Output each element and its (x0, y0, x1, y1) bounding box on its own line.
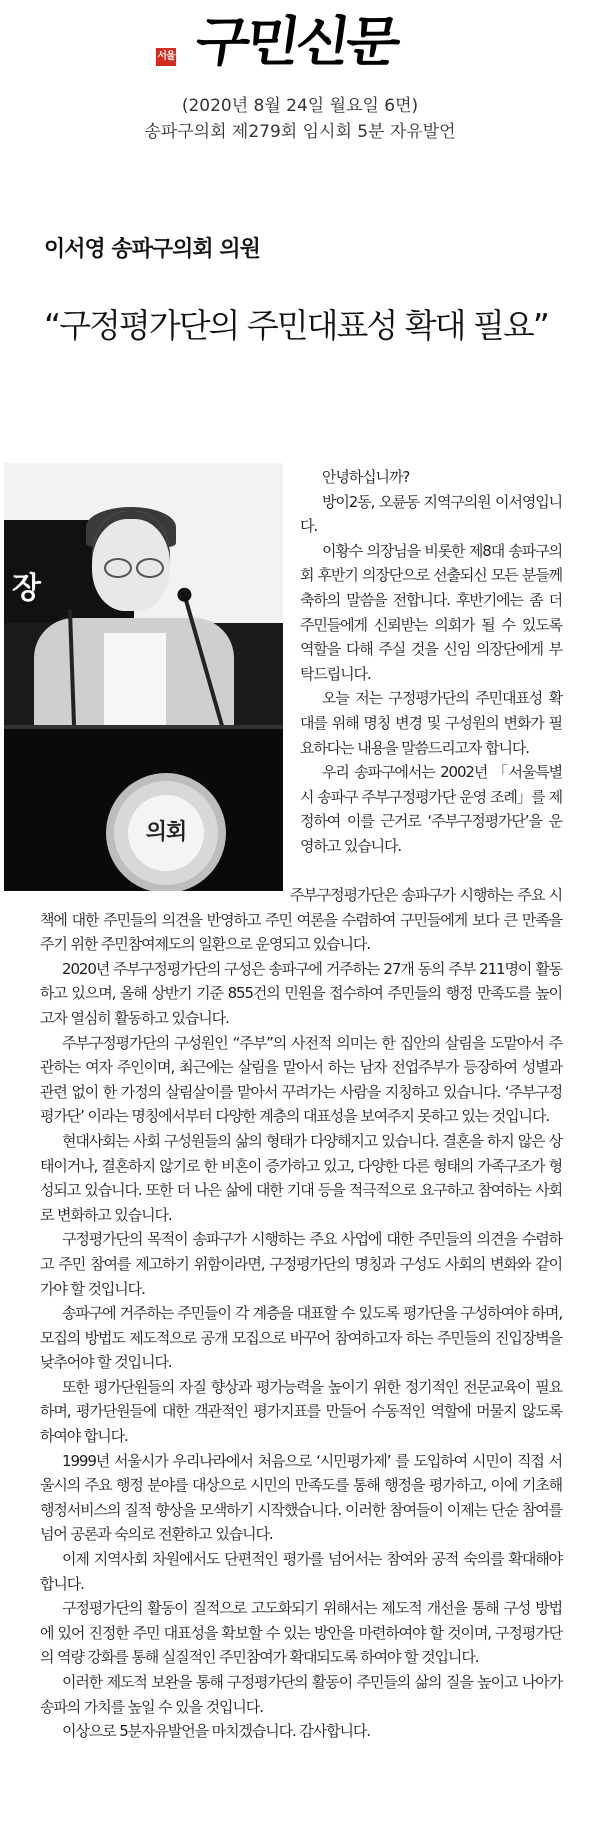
council-emblem (114, 781, 218, 885)
paragraph: 이상으로 5분자유발언을 마치겠습니다. 감사합니다. (62, 1722, 370, 1741)
paragraph: 주부구정평가단은 송파구가 시행하는 주요 시책에 대한 주민들의 의견을 반영하고 주민 여론을 수렴하여 구민들에게 보다 큰 만족을 주기 위한 주민참여제도의 일환으로 운영되고 있습니다. (40, 886, 562, 954)
paragraph: 안녕하십니까? (322, 468, 410, 486)
paragraph: 2020년 주부구정평가단의 구성은 송파구에 거주하는 27개 동의 주부 211명이 활동하고 있으며, 올해 상반기 기준 855건의 민원을 접수하여 주민들의 행정 만족도를 높이고자 열심히 활동하고 있습니다. (40, 959, 562, 1027)
paragraph: 구정평가단의 활동이 질적으로 고도화되기 위해서는 제도적 개선을 통해 구성 방법에 있어 진정한 주민 대표성을 확보할 수 있는 방안을 마련하여야 할 것이며, 구정평가단의 역량 강화를 통해 실질적인 주민참여가 확대되도록 하여야 할 것입니다. (40, 1599, 562, 1667)
paragraph: 구정평가단의 목적이 송파구가 시행하는 주요 사업에 대한 주민들의 의견을 수렴하고 주민 참여를 제고하기 위함이라면, 구정평가단의 명칭과 구성도 사회의 변화와 같이 가야 할 것입니다. (40, 1230, 562, 1298)
paragraph: 또한 평가단원들의 자질 향상과 평가능력을 높이기 위한 정기적인 전문교육이 필요하며, 평가단원들에 대한 객관적인 평가지표를 만들어 수동적인 역할에 머물지 않도록 하여야 합니다. (40, 1377, 562, 1446)
seoul-badge: 서울 (156, 48, 176, 66)
paragraph: 우리 송파구에서는 2002년 「서울특별시 송파구 주부구정평가단 운영 조례」를 제정하여 이를 근거로 ‘주부구정평가단’을 운영하고 있습니다. (300, 763, 562, 855)
paragraph: 이제 지역사회 차원에서도 단편적인 평가를 넘어서는 참여와 공적 숙의를 확대해야 합니다. (40, 1550, 562, 1593)
name-board-text: 장 (12, 571, 41, 606)
paragraph: 방이2동, 오륜동 지역구의원 이서영입니다. (300, 492, 562, 536)
speaker-photo (4, 463, 283, 891)
headline: “구정평가단의 주민대표성 확대 필요” (44, 306, 548, 345)
paragraph: 오늘 저는 구정평가단의 주민대표성 확대를 위해 명칭 변경 및 구성원의 변화가 필요하다는 내용을 말씀드리고자 합니다. (300, 689, 562, 757)
article-body-right-column (300, 465, 562, 859)
paragraph: 송파구에 거주하는 주민들이 각 계층을 대표할 수 있도록 평가단을 구성하여야 하며, 모집의 방법도 제도적으로 공개 모집으로 바꾸어 참여하고자 하는 주민들의 진입장벽을 낮추어야 할 것입니다. (40, 1304, 562, 1372)
byline: 이서영 송파구의회 의원 (44, 237, 260, 262)
emblem-text: 의회 (128, 795, 204, 871)
paragraph: 현대사회는 사회 구성원들의 삶의 형태가 다양해지고 있습니다. 결혼을 하지 않은 상태이거나, 결혼하지 않기로 한 비혼이 증가하고 있고, 다양한 다른 형태의 가족구조가 형성되고 있습니다. 또한 더 나은 삶에 대한 기대 등을 적극적으로 요구하고 참여하는 사회로 변화하고 있습니다. (40, 1131, 562, 1224)
paragraph: 이황수 의장님을 비롯한 제8대 송파구의회 후반기 의장단으로 선출되신 모든 분들께 축하의 말씀을 전합니다. 후반기에는 좀 더 주민들에게 신뢰받는 의회가 될 수 있도록 역할을 다해 주실 것을 신임 의장단에게 부탁드립니다. (300, 541, 562, 683)
newspaper-logo: 구민신문 (191, 10, 401, 74)
speaker-shirt (104, 633, 166, 733)
article-body-full-width (40, 883, 562, 1744)
paragraph: 1999년 서울시가 우리나라에서 처음으로 ‘시민평가제’ 를 도입하여 시민이 직접 서울시의 주요 행정 분야를 대상으로 시민의 만족도를 통해 행정을 평가하고, 이에 기초해 행정서비스의 질적 향상을 모색하기 시작했습니다. 이러한 참여들이 이제는 단순 참여를 넘어 공론과 숙의로 전환하고 있습니다. (40, 1451, 562, 1544)
dateline (0, 93, 600, 145)
paragraph: 이러한 제도적 보완을 통해 구정평가단의 활동이 주민들의 삶의 질을 높이고 나아가 송파의 가치를 높일 수 있을 것입니다. (40, 1673, 562, 1716)
paragraph: 주부구정평가단의 구성원인 “주부”의 사전적 의미는 한 집안의 살림을 도맡아서 주관하는 여자 주인이며, 최근에는 살림을 맡아서 하는 남자 전업주부가 등장하여 성별과 관련 없이 한 가정의 살림살이를 맡아서 꾸려가는 사람을 지칭하고 있습니다. ‘주부구정평가단’ 이라는 명칭에서부터 다양한 계층의 대표성을 보여주지 못하고 있는 것입니다. (40, 1033, 562, 1126)
session-info: 송파구의회 제279회 임시회 5분 자유발언 (144, 122, 456, 142)
glasses (100, 558, 170, 574)
masthead (0, 0, 600, 82)
publication-date: (2020년 8월 24일 월요일 6면) (181, 96, 419, 116)
